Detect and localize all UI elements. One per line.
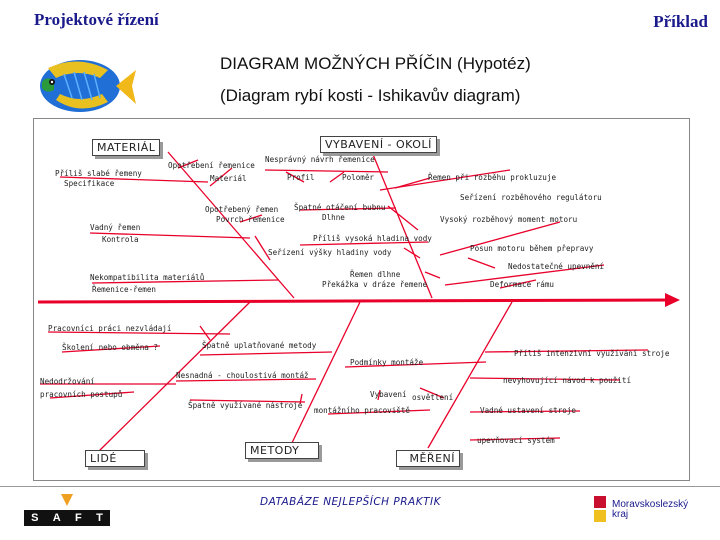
cause-label: Opotřebení řemenice	[168, 161, 255, 170]
cause-label: Překážka v dráze řemene	[322, 280, 428, 289]
cause-label: Materiál	[210, 174, 247, 183]
header-project-management: Projektové řízení	[34, 10, 159, 29]
cause-label: Pracovníci práci nezvládají	[48, 324, 172, 333]
category-material: MATERIÁL	[92, 139, 160, 156]
cause-label: Řemen dlhne	[350, 270, 401, 279]
category-people: LIDÉ	[85, 450, 145, 467]
cause-label: Kontrola	[102, 235, 139, 244]
cause-label: Špatně využívané nástroje	[188, 401, 303, 410]
cause-label: Posun motoru během přepravy	[470, 244, 594, 253]
header-example: Příklad	[653, 12, 708, 31]
measurement-bone	[428, 302, 512, 448]
cause-label: osvětlení	[412, 393, 454, 402]
saft-letter: S	[31, 512, 39, 524]
cause-label: Nedodržování	[40, 377, 95, 386]
cause-label: Vadný řemen	[90, 223, 141, 232]
cause-label: Vadné ustavení stroje	[480, 406, 577, 415]
diagram-subtitle: (Diagram rybí kosti - Ishikavův diagram)	[220, 86, 521, 105]
footer-database-link[interactable]: DATABÁZE NEJLEPŠÍCH PRAKTIK	[260, 496, 442, 508]
cause-label: Vysoký rozběhový moment motoru	[440, 215, 578, 224]
cause-label: Školení nebo obměna ?	[62, 343, 159, 352]
cause-label: Vybavení	[370, 390, 407, 399]
footer-divider	[0, 486, 720, 487]
category-methods: METODY	[245, 442, 319, 459]
region-name: Moravskoslezský kraj	[612, 499, 689, 520]
cause-label: Deformace rámu	[490, 280, 555, 289]
saft-logo	[24, 494, 110, 510]
cause-label: montážního pracoviště	[314, 406, 411, 415]
cause-label: Specifikace	[64, 179, 115, 188]
spine-arrowhead	[665, 293, 680, 307]
cause-label: Nedostatečné upevnění	[508, 262, 605, 271]
cause-label: Nekompatibilita materiálů	[90, 273, 205, 282]
cause-label: Řemen při rozběhu prokluzuje	[428, 173, 557, 182]
cause-label: Opotřebený řemen	[205, 205, 279, 214]
saft-logo-bar	[24, 510, 110, 526]
saft-letter: A	[52, 512, 61, 524]
cause-label: Nesnadná - choulostivá montáž	[176, 371, 309, 380]
category-measurement: MĚŘENÍ	[396, 450, 460, 467]
cause-label: Seřízení rozběhového regulátoru	[460, 193, 602, 202]
cause-label: Špatně uplatňované metody	[202, 341, 317, 350]
cause-label: Podmínky montáže	[350, 358, 424, 367]
saft-letter: T	[96, 512, 103, 524]
cause-label: Profil	[287, 173, 315, 182]
cause-label: Příliš intenzivní využívání stroje	[514, 349, 670, 358]
cause-label: Seřízení výšky hladiny vody	[268, 248, 392, 257]
region-logo	[594, 496, 610, 528]
cause-label: Řemenice-řemen	[92, 285, 157, 294]
cause-label: nevyhovující návod k použití	[503, 376, 632, 385]
cause-label: Nesprávný návrh řemenice	[265, 155, 375, 164]
spine-line	[38, 300, 670, 302]
cause-label: Dlhne	[322, 213, 345, 222]
cause-label: Poloměr	[342, 173, 375, 182]
saft-letter: F	[75, 512, 82, 524]
category-equipment: VYBAVENÍ - OKOLÍ	[320, 136, 437, 153]
cause-label: upevňovací systém	[477, 436, 555, 445]
cause-label: pracovních postupů	[40, 390, 123, 399]
cause-label: Příliš vysoká hladina vody	[313, 234, 432, 243]
diagram-title: DIAGRAM MOŽNÝCH PŘÍČIN (Hypotéz)	[220, 54, 531, 73]
cause-label: Špatné otáčení bubnu	[294, 203, 386, 212]
cause-label: Příliš slabé řemeny	[55, 169, 142, 178]
cause-label: Povrch řemenice	[216, 215, 285, 224]
